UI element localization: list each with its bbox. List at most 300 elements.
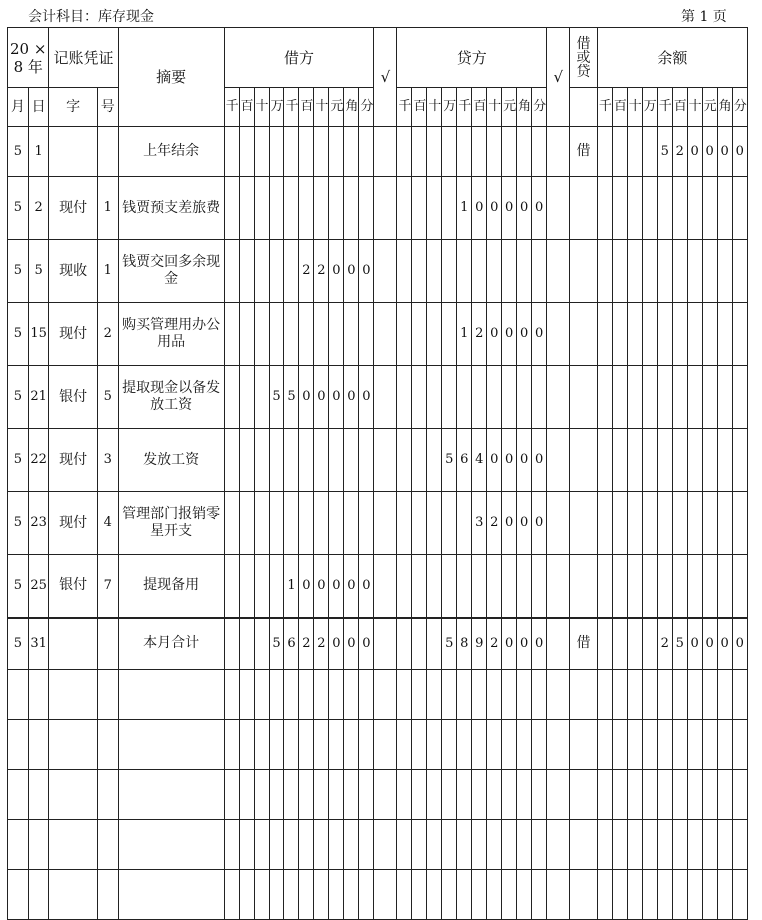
- credit-amount-digit: 0: [532, 177, 547, 240]
- debit-amount-digit: [254, 555, 269, 618]
- blank-cell: [570, 870, 598, 920]
- blank-cell: [397, 670, 412, 720]
- balance-amount-digit: [672, 429, 687, 492]
- blank-cell: [657, 670, 672, 720]
- blank-cell: [269, 770, 284, 820]
- debit-check-cell: [374, 366, 397, 429]
- voucher-type-cell: [49, 618, 97, 670]
- voucher-number-cell: [97, 127, 118, 177]
- cash-journal-table: [7, 27, 748, 920]
- blank-cell: [314, 820, 329, 870]
- debit-amount-digit: [299, 429, 314, 492]
- blank-cell: [284, 670, 299, 720]
- debit-check-cell: [374, 492, 397, 555]
- credit-amount-digit: [457, 555, 472, 618]
- balance-amount-digit: [597, 429, 612, 492]
- credit-amount-digit: [517, 366, 532, 429]
- credit-check-cell: [547, 240, 570, 303]
- credit-amount-digit: [412, 555, 427, 618]
- blank-cell: [672, 870, 687, 920]
- credit-check-header: √: [547, 28, 570, 127]
- summary-cell: 发放工资: [118, 429, 224, 492]
- blank-cell: [344, 870, 359, 920]
- blank-cell: [597, 820, 612, 870]
- credit-amount-digit: [397, 618, 412, 670]
- blank-row: [8, 820, 748, 870]
- balance-amount-digit: [732, 303, 747, 366]
- balance-amount-digit: [642, 240, 657, 303]
- debit-check-cell: [374, 429, 397, 492]
- debit-amount-digit: [299, 127, 314, 177]
- blank-cell: [532, 670, 547, 720]
- balance-amount-digit: [657, 366, 672, 429]
- voucher-number-cell: 1: [97, 240, 118, 303]
- balance-amount-digit: [732, 429, 747, 492]
- blank-cell: [627, 870, 642, 920]
- voucher-number-cell: 4: [97, 492, 118, 555]
- debit-amount-digit: [314, 303, 329, 366]
- balance-amount-digit: [597, 555, 612, 618]
- credit-amount-digit: [457, 127, 472, 177]
- blank-cell: [254, 770, 269, 820]
- voucher-number-cell: 1: [97, 177, 118, 240]
- blank-cell: [329, 670, 344, 720]
- month-cell: 5: [8, 366, 29, 429]
- credit-check-cell: [547, 127, 570, 177]
- credit-check-cell: [547, 429, 570, 492]
- blank-cell: [487, 720, 502, 770]
- balance-amount-digit: 0: [732, 127, 747, 177]
- blank-cell: [687, 820, 702, 870]
- blank-cell: [532, 720, 547, 770]
- blank-cell: [329, 770, 344, 820]
- credit-amount-digit: 0: [532, 618, 547, 670]
- credit-unit-header: 千: [457, 88, 472, 127]
- balance-amount-digit: [687, 303, 702, 366]
- debit-amount-digit: [254, 303, 269, 366]
- blank-cell: [517, 770, 532, 820]
- day-cell: 31: [28, 618, 49, 670]
- blank-cell: [412, 870, 427, 920]
- debit-amount-digit: [329, 303, 344, 366]
- balance-amount-digit: [627, 555, 642, 618]
- credit-amount-digit: [412, 177, 427, 240]
- blank-cell: [517, 870, 532, 920]
- debit-check-header: √: [374, 28, 397, 127]
- summary-cell: 管理部门报销零星开支: [118, 492, 224, 555]
- voucher-type-cell: 银付: [49, 555, 97, 618]
- blank-cell: [224, 720, 239, 770]
- balance-amount-digit: 5: [657, 127, 672, 177]
- debit-amount-digit: 0: [344, 240, 359, 303]
- direction-cell: [570, 555, 598, 618]
- credit-amount-digit: 0: [502, 618, 517, 670]
- debit-amount-digit: 0: [299, 366, 314, 429]
- balance-header: 余额: [597, 28, 747, 88]
- balance-amount-digit: [687, 366, 702, 429]
- summary-cell: 钱贾交回多余现金: [118, 240, 224, 303]
- balance-amount-digit: [642, 618, 657, 670]
- journal-row: [8, 555, 748, 618]
- debit-amount-digit: [224, 429, 239, 492]
- blank-cell: [239, 870, 254, 920]
- blank-cell: [269, 670, 284, 720]
- day-cell: 5: [28, 240, 49, 303]
- debit-amount-digit: 5: [284, 366, 299, 429]
- debit-amount-digit: [284, 492, 299, 555]
- day-cell: 22: [28, 429, 49, 492]
- blank-cell: [118, 670, 224, 720]
- credit-amount-digit: 0: [517, 177, 532, 240]
- balance-amount-digit: [597, 177, 612, 240]
- balance-unit-header: 元: [702, 88, 717, 127]
- blank-cell: [547, 770, 570, 820]
- balance-amount-digit: [732, 555, 747, 618]
- blank-cell: [642, 720, 657, 770]
- balance-amount-digit: [732, 177, 747, 240]
- credit-amount-digit: [517, 240, 532, 303]
- debit-amount-digit: 0: [329, 240, 344, 303]
- debit-amount-digit: [359, 177, 374, 240]
- credit-amount-digit: [397, 429, 412, 492]
- blank-cell: [597, 720, 612, 770]
- balance-amount-digit: [597, 618, 612, 670]
- summary-cell: 提现备用: [118, 555, 224, 618]
- debit-amount-digit: [239, 555, 254, 618]
- debit-amount-digit: [314, 127, 329, 177]
- debit-amount-digit: [359, 127, 374, 177]
- summary-cell: 上年结余: [118, 127, 224, 177]
- balance-amount-digit: [717, 429, 732, 492]
- blank-cell: [118, 870, 224, 920]
- balance-amount-digit: 0: [702, 618, 717, 670]
- credit-amount-digit: 3: [472, 492, 487, 555]
- debit-amount-digit: [299, 492, 314, 555]
- blank-cell: [254, 720, 269, 770]
- month-cell: 5: [8, 555, 29, 618]
- credit-amount-digit: [412, 492, 427, 555]
- blank-cell: [299, 670, 314, 720]
- blank-cell: [49, 670, 97, 720]
- balance-amount-digit: 2: [672, 127, 687, 177]
- blank-cell: [732, 720, 747, 770]
- balance-amount-digit: [702, 492, 717, 555]
- blank-cell: [612, 820, 627, 870]
- debit-amount-digit: [254, 492, 269, 555]
- blank-cell: [284, 820, 299, 870]
- credit-amount-digit: 1: [457, 177, 472, 240]
- debit-amount-digit: [224, 618, 239, 670]
- balance-amount-digit: [612, 127, 627, 177]
- blank-cell: [472, 770, 487, 820]
- balance-amount-digit: [702, 177, 717, 240]
- debit-amount-digit: 0: [314, 555, 329, 618]
- debit-amount-digit: [314, 429, 329, 492]
- direction-cell: [570, 492, 598, 555]
- blank-cell: [642, 670, 657, 720]
- credit-amount-digit: [412, 429, 427, 492]
- blank-cell: [457, 670, 472, 720]
- blank-cell: [672, 720, 687, 770]
- debit-amount-digit: [239, 240, 254, 303]
- balance-amount-digit: 0: [687, 618, 702, 670]
- blank-cell: [8, 670, 29, 720]
- direction-cell: 借: [570, 127, 598, 177]
- debit-amount-digit: 0: [359, 240, 374, 303]
- debit-amount-digit: [269, 127, 284, 177]
- journal-row: [8, 177, 748, 240]
- blank-cell: [717, 770, 732, 820]
- blank-cell: [314, 670, 329, 720]
- blank-cell: [502, 670, 517, 720]
- balance-amount-digit: [627, 492, 642, 555]
- voucher-type-cell: 现付: [49, 492, 97, 555]
- debit-amount-digit: 1: [284, 555, 299, 618]
- blank-cell: [239, 720, 254, 770]
- balance-amount-digit: [642, 429, 657, 492]
- summary-cell: 提取现金以备发放工资: [118, 366, 224, 429]
- credit-amount-digit: [412, 127, 427, 177]
- day-cell: 25: [28, 555, 49, 618]
- credit-amount-digit: [427, 127, 442, 177]
- credit-amount-digit: 0: [502, 177, 517, 240]
- blank-cell: [299, 720, 314, 770]
- debit-amount-digit: [344, 177, 359, 240]
- blank-cell: [657, 820, 672, 870]
- blank-cell: [487, 670, 502, 720]
- blank-cell: [472, 820, 487, 870]
- blank-cell: [717, 720, 732, 770]
- credit-amount-digit: [427, 429, 442, 492]
- debit-amount-digit: [329, 429, 344, 492]
- blank-cell: [239, 670, 254, 720]
- blank-cell: [374, 770, 397, 820]
- blank-cell: [457, 820, 472, 870]
- debit-header: 借方: [224, 28, 374, 88]
- debit-amount-digit: 0: [344, 366, 359, 429]
- credit-amount-digit: [487, 366, 502, 429]
- blank-cell: [612, 720, 627, 770]
- credit-amount-digit: 0: [487, 177, 502, 240]
- blank-cell: [284, 870, 299, 920]
- credit-amount-digit: [442, 127, 457, 177]
- blank-cell: [642, 870, 657, 920]
- blank-cell: [329, 820, 344, 870]
- balance-amount-digit: 5: [672, 618, 687, 670]
- blank-cell: [284, 720, 299, 770]
- month-cell: 5: [8, 429, 29, 492]
- debit-amount-digit: [224, 127, 239, 177]
- voucher-type-cell: [49, 127, 97, 177]
- debit-amount-digit: [224, 555, 239, 618]
- blank-cell: [224, 870, 239, 920]
- journal-row: [8, 429, 748, 492]
- blank-cell: [547, 870, 570, 920]
- balance-amount-digit: [672, 177, 687, 240]
- balance-amount-digit: [612, 303, 627, 366]
- balance-unit-header: 百: [672, 88, 687, 127]
- debit-unit-header: 千: [224, 88, 239, 127]
- blank-cell: [612, 770, 627, 820]
- voucher-number-cell: 5: [97, 366, 118, 429]
- blank-cell: [687, 870, 702, 920]
- credit-amount-digit: [517, 127, 532, 177]
- credit-check-cell: [547, 555, 570, 618]
- voucher-type-cell: 银付: [49, 366, 97, 429]
- blank-cell: [224, 820, 239, 870]
- blank-cell: [374, 820, 397, 870]
- credit-amount-digit: [397, 303, 412, 366]
- debit-amount-digit: 0: [329, 555, 344, 618]
- balance-amount-digit: [612, 618, 627, 670]
- balance-amount-digit: [717, 555, 732, 618]
- direction-header: 借或贷: [570, 28, 598, 88]
- direction-cell: [570, 177, 598, 240]
- voucher-number-cell: 7: [97, 555, 118, 618]
- debit-amount-digit: 5: [269, 618, 284, 670]
- journal-row: [8, 492, 748, 555]
- balance-amount-digit: [612, 240, 627, 303]
- debit-amount-digit: [269, 429, 284, 492]
- blank-cell: [28, 720, 49, 770]
- blank-cell: [427, 770, 442, 820]
- blank-cell: [597, 670, 612, 720]
- blank-cell: [427, 820, 442, 870]
- blank-cell: [344, 720, 359, 770]
- debit-amount-digit: [314, 177, 329, 240]
- blank-cell: [502, 720, 517, 770]
- month-cell: 5: [8, 303, 29, 366]
- blank-cell: [8, 770, 29, 820]
- credit-amount-digit: [442, 177, 457, 240]
- blank-cell: [374, 720, 397, 770]
- voucher-type-cell: 现付: [49, 429, 97, 492]
- blank-cell: [532, 870, 547, 920]
- month-cell: 5: [8, 177, 29, 240]
- balance-amount-digit: [642, 177, 657, 240]
- blank-cell: [397, 870, 412, 920]
- blank-cell: [254, 670, 269, 720]
- debit-unit-header: 万: [269, 88, 284, 127]
- debit-amount-digit: [299, 303, 314, 366]
- blank-cell: [702, 670, 717, 720]
- debit-amount-digit: [359, 303, 374, 366]
- blank-cell: [412, 820, 427, 870]
- debit-amount-digit: [269, 177, 284, 240]
- blank-cell: [97, 720, 118, 770]
- balance-amount-digit: [612, 555, 627, 618]
- debit-amount-digit: [284, 303, 299, 366]
- blank-cell: [28, 670, 49, 720]
- debit-unit-header: 元: [329, 88, 344, 127]
- credit-amount-digit: [427, 618, 442, 670]
- credit-amount-digit: 0: [502, 429, 517, 492]
- blank-cell: [344, 820, 359, 870]
- blank-cell: [612, 670, 627, 720]
- credit-amount-digit: 5: [442, 429, 457, 492]
- blank-cell: [412, 670, 427, 720]
- voucher-number-cell: 3: [97, 429, 118, 492]
- blank-cell: [687, 720, 702, 770]
- blank-cell: [97, 770, 118, 820]
- balance-amount-digit: [687, 492, 702, 555]
- blank-cell: [517, 720, 532, 770]
- debit-amount-digit: 0: [344, 618, 359, 670]
- credit-amount-digit: 2: [472, 303, 487, 366]
- debit-amount-digit: [254, 240, 269, 303]
- credit-amount-digit: [532, 366, 547, 429]
- balance-amount-digit: [717, 366, 732, 429]
- blank-cell: [224, 770, 239, 820]
- blank-cell: [118, 770, 224, 820]
- debit-amount-digit: 0: [359, 366, 374, 429]
- blank-cell: [442, 870, 457, 920]
- credit-amount-digit: [502, 366, 517, 429]
- debit-amount-digit: [359, 429, 374, 492]
- credit-unit-header: 千: [397, 88, 412, 127]
- credit-amount-digit: [457, 366, 472, 429]
- debit-unit-header: 千: [284, 88, 299, 127]
- credit-amount-digit: [472, 127, 487, 177]
- blank-cell: [254, 820, 269, 870]
- blank-cell: [502, 820, 517, 870]
- debit-amount-digit: [359, 492, 374, 555]
- blank-cell: [329, 720, 344, 770]
- balance-amount-digit: [687, 177, 702, 240]
- blank-cell: [284, 770, 299, 820]
- balance-amount-digit: [627, 429, 642, 492]
- credit-amount-digit: [427, 240, 442, 303]
- blank-cell: [359, 720, 374, 770]
- blank-cell: [657, 870, 672, 920]
- blank-cell: [97, 670, 118, 720]
- credit-check-cell: [547, 177, 570, 240]
- blank-cell: [28, 770, 49, 820]
- debit-amount-digit: [224, 366, 239, 429]
- debit-check-cell: [374, 127, 397, 177]
- debit-amount-digit: [269, 240, 284, 303]
- balance-amount-digit: [627, 177, 642, 240]
- credit-header: 贷方: [397, 28, 547, 88]
- balance-amount-digit: 0: [702, 127, 717, 177]
- credit-amount-digit: [397, 492, 412, 555]
- balance-unit-header: 万: [642, 88, 657, 127]
- blank-cell: [687, 670, 702, 720]
- balance-amount-digit: [672, 492, 687, 555]
- balance-amount-digit: 2: [657, 618, 672, 670]
- blank-cell: [732, 870, 747, 920]
- blank-cell: [487, 820, 502, 870]
- blank-cell: [657, 720, 672, 770]
- debit-amount-digit: 0: [329, 618, 344, 670]
- balance-amount-digit: [612, 366, 627, 429]
- credit-amount-digit: [427, 177, 442, 240]
- credit-check-cell: [547, 618, 570, 670]
- debit-amount-digit: [239, 303, 254, 366]
- debit-amount-digit: [254, 429, 269, 492]
- credit-amount-digit: [502, 555, 517, 618]
- credit-amount-digit: [532, 240, 547, 303]
- debit-amount-digit: [269, 555, 284, 618]
- debit-amount-digit: 5: [269, 366, 284, 429]
- blank-cell: [299, 770, 314, 820]
- blank-cell: [627, 670, 642, 720]
- balance-amount-digit: [642, 127, 657, 177]
- blank-cell: [374, 870, 397, 920]
- blank-cell: [457, 770, 472, 820]
- balance-amount-digit: [702, 429, 717, 492]
- blank-cell: [627, 720, 642, 770]
